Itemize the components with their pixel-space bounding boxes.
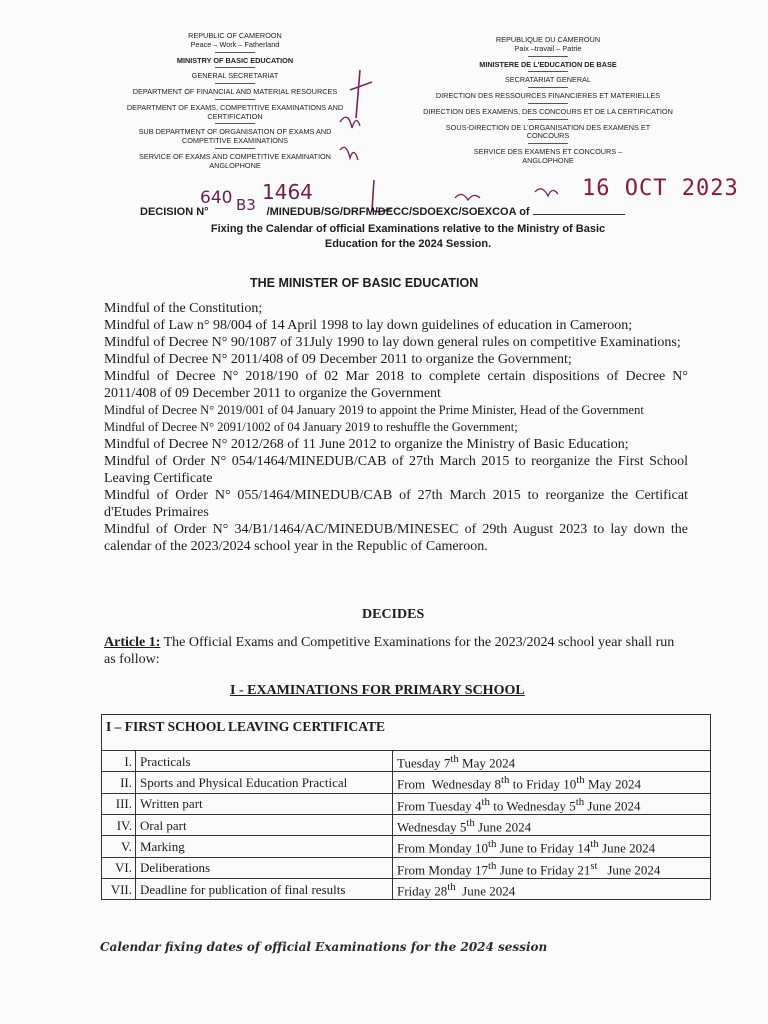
decides-heading: DECIDES: [362, 607, 425, 622]
decision-line: [140, 204, 625, 218]
row-number: VII.: [102, 878, 136, 899]
row-number: III.: [102, 793, 136, 814]
article-1: [104, 634, 688, 668]
article-1-label: Article 1:: [104, 635, 161, 650]
handwritten-marks: [0, 0, 768, 260]
row-date: Wednesday 5th June 2024: [393, 814, 711, 835]
row-activity: Oral part: [136, 814, 393, 835]
mindful-item: Mindful of Law n° 98/004 of 14 April 1998 to lay down guidelines of education in Cameroon;: [104, 318, 633, 333]
row-date: From Tuesday 4th to Wednesday 5th June 2024: [393, 793, 711, 814]
table-row: [102, 814, 711, 835]
table-title: I – FIRST SCHOOL LEAVING CERTIFICATE: [102, 715, 711, 751]
mindful-item: Mindful of Order N° 054/1464/MINEDUB/CAB of 27th March 2015 to reorganize the First School Leaving Certificate: [104, 454, 688, 486]
row-date: Friday 28th June 2024: [393, 878, 711, 899]
handwritten-number: 640: [200, 188, 233, 208]
mindful-item: Mindful of Decree N° 2019/001 of 04 January 2019 to appoint the Prime Minister, Head of the Government: [104, 403, 644, 417]
decision-subject-line-2: Education for the 2024 Session.: [324, 238, 492, 251]
row-activity: Deliberations: [136, 857, 393, 878]
row-number: VI.: [102, 857, 136, 878]
header-left-subdepartment: SUB DEPARTMENT OF ORGANISATION OF EXAMS AND: [138, 127, 332, 137]
row-number: II.: [102, 772, 136, 793]
pen-initial-mark: [535, 189, 558, 196]
header-left-secretariat: GENERAL SECRETARIAT: [191, 71, 279, 81]
decision-subject: [128, 222, 688, 253]
decision-prefix: DECISION N°: [140, 206, 209, 218]
mindful-item: Mindful of Decree N° 2018/190 of 02 Mar 2018 to complete certain dispositions of Decree N° 2011/408 of 09 December 2011 to organize the Government: [104, 369, 688, 401]
header-right-country: REPUBLIQUE DU CAMEROUN: [495, 35, 601, 44]
table-header-row: [102, 715, 711, 751]
pen-cross-mark: [350, 70, 372, 118]
table-row: [102, 772, 711, 793]
row-activity: Written part: [136, 793, 393, 814]
header-right-subdirection-2: CONCOURS: [526, 131, 570, 141]
header-right-secretariat: SECRATARIAT GENERAL: [504, 75, 592, 85]
pen-initial-mark: [455, 194, 480, 200]
header-left-country: REPUBLIC OF CAMEROON: [188, 31, 282, 40]
header-right-service: SERVICE DES EXAMENS ET CONCOURS –: [473, 147, 623, 156]
header-right-ministry: MINISTERE DE L'EDUCATION DE BASE: [479, 59, 617, 69]
table-row: [102, 751, 711, 772]
header-left-subdepartment-2: COMPETITIVE EXAMINATIONS: [181, 136, 289, 145]
article-1-text: The Official Exams and Competitive Examinations for the 2023/2024 school year shall run as follow:: [104, 635, 675, 667]
handwritten-code: 1464: [262, 180, 313, 204]
row-number: I.: [102, 751, 136, 772]
header-right-direction-exams: DIRECTION DES EXAMENS, DES CONCOURS ET DE LA CERTIFICATION: [423, 106, 673, 116]
header-left-ministry: MINISTRY OF BASIC EDUCATION: [176, 55, 294, 65]
decision-reference: /MINEDUB/SG/DRFM/DECC/SDOEXC/SOEXCOA of: [266, 206, 530, 218]
decision-date-blank: [533, 204, 625, 215]
handwritten-b3: B3: [236, 196, 256, 214]
row-date: From Monday 17th June to Friday 21st June 2024: [393, 857, 711, 878]
mindful-item: Mindful of Order N° 34/B1/1464/AC/MINEDUB/MINESEC of 29th August 2023 to lay down the calendar of the 2023/2024 school year in the Republic of Cameroon.: [104, 522, 688, 554]
header-right-direction-finance: DIRECTION DES RESSOURCES FINANCIERES ET MATERIELLES: [435, 91, 661, 100]
table-row: [102, 836, 711, 857]
header-left-service: SERVICE OF EXAMS AND COMPETITIVE EXAMINATION: [139, 151, 331, 161]
row-date: From Monday 10th June to Friday 14th June 2024: [393, 836, 711, 857]
header-right-subdirection: SOUS-DIRECTION DE L'ORGANISATION DES EXAMENS ET: [445, 122, 651, 132]
row-number: IV.: [102, 814, 136, 835]
date-stamp: 16 OCT 2023: [582, 176, 739, 201]
exam-calendar-table: [101, 714, 711, 900]
mindful-list: [104, 300, 688, 555]
pen-initial-mark: [340, 147, 358, 160]
header-left-department-finance: DEPARTMENT OF FINANCIAL AND MATERIAL RESOURCES: [132, 87, 338, 96]
row-date: Tuesday 7th May 2024: [393, 751, 711, 772]
mindful-item: Mindful of Decree N° 2012/268 of 11 June 2012 to organize the Ministry of Basic Education;: [104, 437, 629, 452]
row-activity: Marking: [136, 836, 393, 857]
header-left-department-exams-2: CERTIFICATION: [207, 111, 263, 121]
row-activity: Practicals: [136, 751, 393, 772]
pen-initial-mark: [340, 117, 360, 128]
mindful-item: Mindful of Decree N° 2011/408 of 09 December 2011 to organize the Government;: [104, 352, 572, 367]
mindful-item: Mindful of the Constitution;: [104, 301, 263, 316]
mindful-item: Mindful of Decree N° 2091/1002 of 04 January 2019 to reshuffle the Government;: [104, 420, 518, 434]
row-activity: Deadline for publication of final results: [136, 878, 393, 899]
row-activity: Sports and Physical Education Practical: [136, 772, 393, 793]
header-right-service-2: ANGLOPHONE: [522, 155, 574, 165]
mindful-item: Mindful of Order N° 055/1464/MINEDUB/CAB of 27th March 2015 to reorganize the Certificat d'Etudes Primaires: [104, 488, 688, 520]
table-row: [102, 857, 711, 878]
footer-caption: Calendar fixing dates of official Examinations for the 2024 session: [100, 940, 548, 954]
row-date: From Wednesday 8th to Friday 10th May 2024: [393, 772, 711, 793]
decision-subject-line-1: Fixing the Calendar of official Examinations relative to the Ministry of Basic: [210, 223, 606, 235]
header-left-motto: Peace – Work – Fatherland: [190, 39, 280, 49]
row-number: V.: [102, 836, 136, 857]
table-row: [102, 878, 711, 899]
header-right-motto: Paix –travail – Patrie: [514, 43, 582, 53]
minister-heading: THE MINISTER OF BASIC EDUCATION: [250, 276, 479, 290]
header-left-service-2: ANGLOPHONE: [209, 160, 261, 170]
section-title: I - EXAMINATIONS FOR PRIMARY SCHOOL: [230, 683, 525, 698]
mindful-item: Mindful of Decree N° 90/1087 of 31July 1990 to lay down general rules on competitive Examinations;: [104, 335, 681, 350]
header-left-department-exams: DEPARTMENT OF EXAMS, COMPETITIVE EXAMINATIONS AND: [126, 102, 344, 112]
table-row: [102, 793, 711, 814]
